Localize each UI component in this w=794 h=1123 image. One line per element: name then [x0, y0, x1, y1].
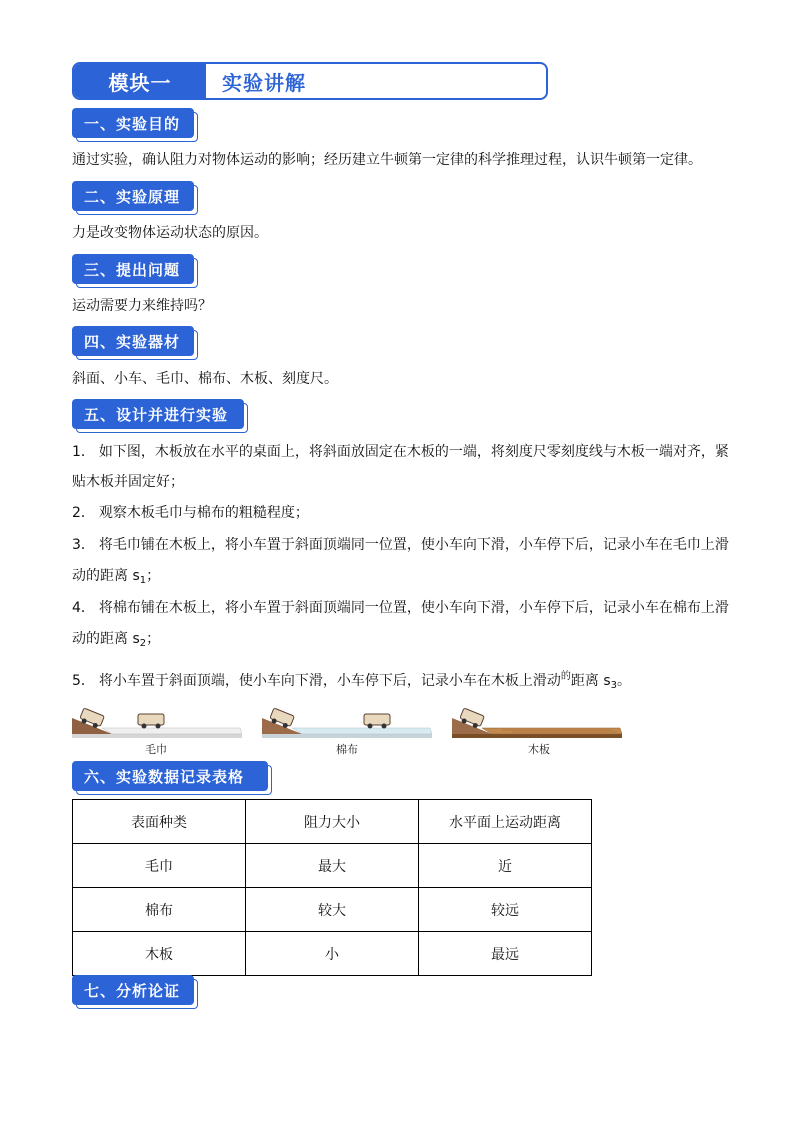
table-cell: 棉布 [73, 888, 246, 932]
question-text: 运动需要力来维持吗？ [72, 298, 212, 314]
section-title: 五、设计并进行实验 [72, 399, 244, 429]
table-cell: 较远 [419, 888, 592, 932]
data-table [72, 799, 592, 976]
section-title: 七、分析论证 [72, 975, 194, 1005]
section-heading-principle [72, 181, 194, 211]
step-3-cont: 动的距离 $s_1$； [72, 568, 161, 586]
principle-text: 力是改变物体运动状态的原因。 [72, 225, 268, 241]
table-cell: 小 [246, 932, 419, 976]
step-5: 5． 将小车置于斜面顶端，使小车向下滑，小车停下后，记录小车在木板上滑动$^的$距离 $s_3$。 [72, 671, 632, 691]
section-title: 一、实验目的 [72, 108, 194, 138]
step-4-cont: 动的距离 $s_2$； [72, 631, 161, 649]
module-title: 实验讲解 [222, 70, 306, 95]
section-heading-procedure [72, 399, 244, 429]
cotton-setup-illustration [262, 694, 432, 738]
header-cell: 表面种类 [73, 800, 246, 844]
module-banner [72, 62, 548, 100]
table-cell: 最大 [246, 844, 419, 888]
step-4: 4． 将棉布铺在木板上，将小车置于斜面顶端同一位置，使小车向下滑，小车停下后，记录小车在棉布上滑 [72, 600, 729, 616]
step-1-cont: 贴木板并固定好； [72, 474, 184, 490]
purpose-text: 通过实验，确认阻力对物体运动的影响；经历建立牛顿第一定律的科学推理过程，认识牛顿第一定律。 [72, 152, 702, 168]
header-cell: 阻力大小 [246, 800, 419, 844]
section-heading-purpose [72, 108, 194, 138]
table-cell: 最远 [419, 932, 592, 976]
step-2: 2． 观察木板毛巾与棉布的粗糙程度； [72, 505, 309, 521]
module-tag: 模块一 [74, 64, 206, 98]
cotton-caption: 棉布 [336, 743, 358, 756]
table-row [73, 844, 592, 888]
table-row [73, 932, 592, 976]
section-heading-data-table [72, 761, 268, 791]
section-title: 六、实验数据记录表格 [72, 761, 268, 791]
table-cell: 近 [419, 844, 592, 888]
table-cell: 毛巾 [73, 844, 246, 888]
section-heading-question [72, 254, 194, 284]
section-title: 三、提出问题 [72, 254, 194, 284]
section-title: 四、实验器材 [72, 326, 194, 356]
materials-text: 斜面、小车、毛巾、棉布、木板、刻度尺。 [72, 371, 338, 387]
towel-setup-illustration [72, 694, 242, 738]
section-heading-analysis [72, 975, 194, 1005]
header-cell: 水平面上运动距离 [419, 800, 592, 844]
table-header-row [73, 800, 592, 844]
step-3: 3． 将毛巾铺在木板上，将小车置于斜面顶端同一位置，使小车向下滑，小车停下后，记录小车在毛巾上滑 [72, 537, 729, 553]
board-setup-illustration [452, 694, 622, 738]
board-caption: 木板 [528, 743, 550, 756]
step-1: 1． 如下图，木板放在水平的桌面上，将斜面放固定在木板的一端，将刻度尺零刻度线与木板一端对齐，紧 [72, 444, 729, 460]
towel-caption: 毛巾 [145, 743, 167, 756]
section-title: 二、实验原理 [72, 181, 194, 211]
table-cell: 较大 [246, 888, 419, 932]
table-row [73, 888, 592, 932]
section-heading-materials [72, 326, 194, 356]
table-cell: 木板 [73, 932, 246, 976]
